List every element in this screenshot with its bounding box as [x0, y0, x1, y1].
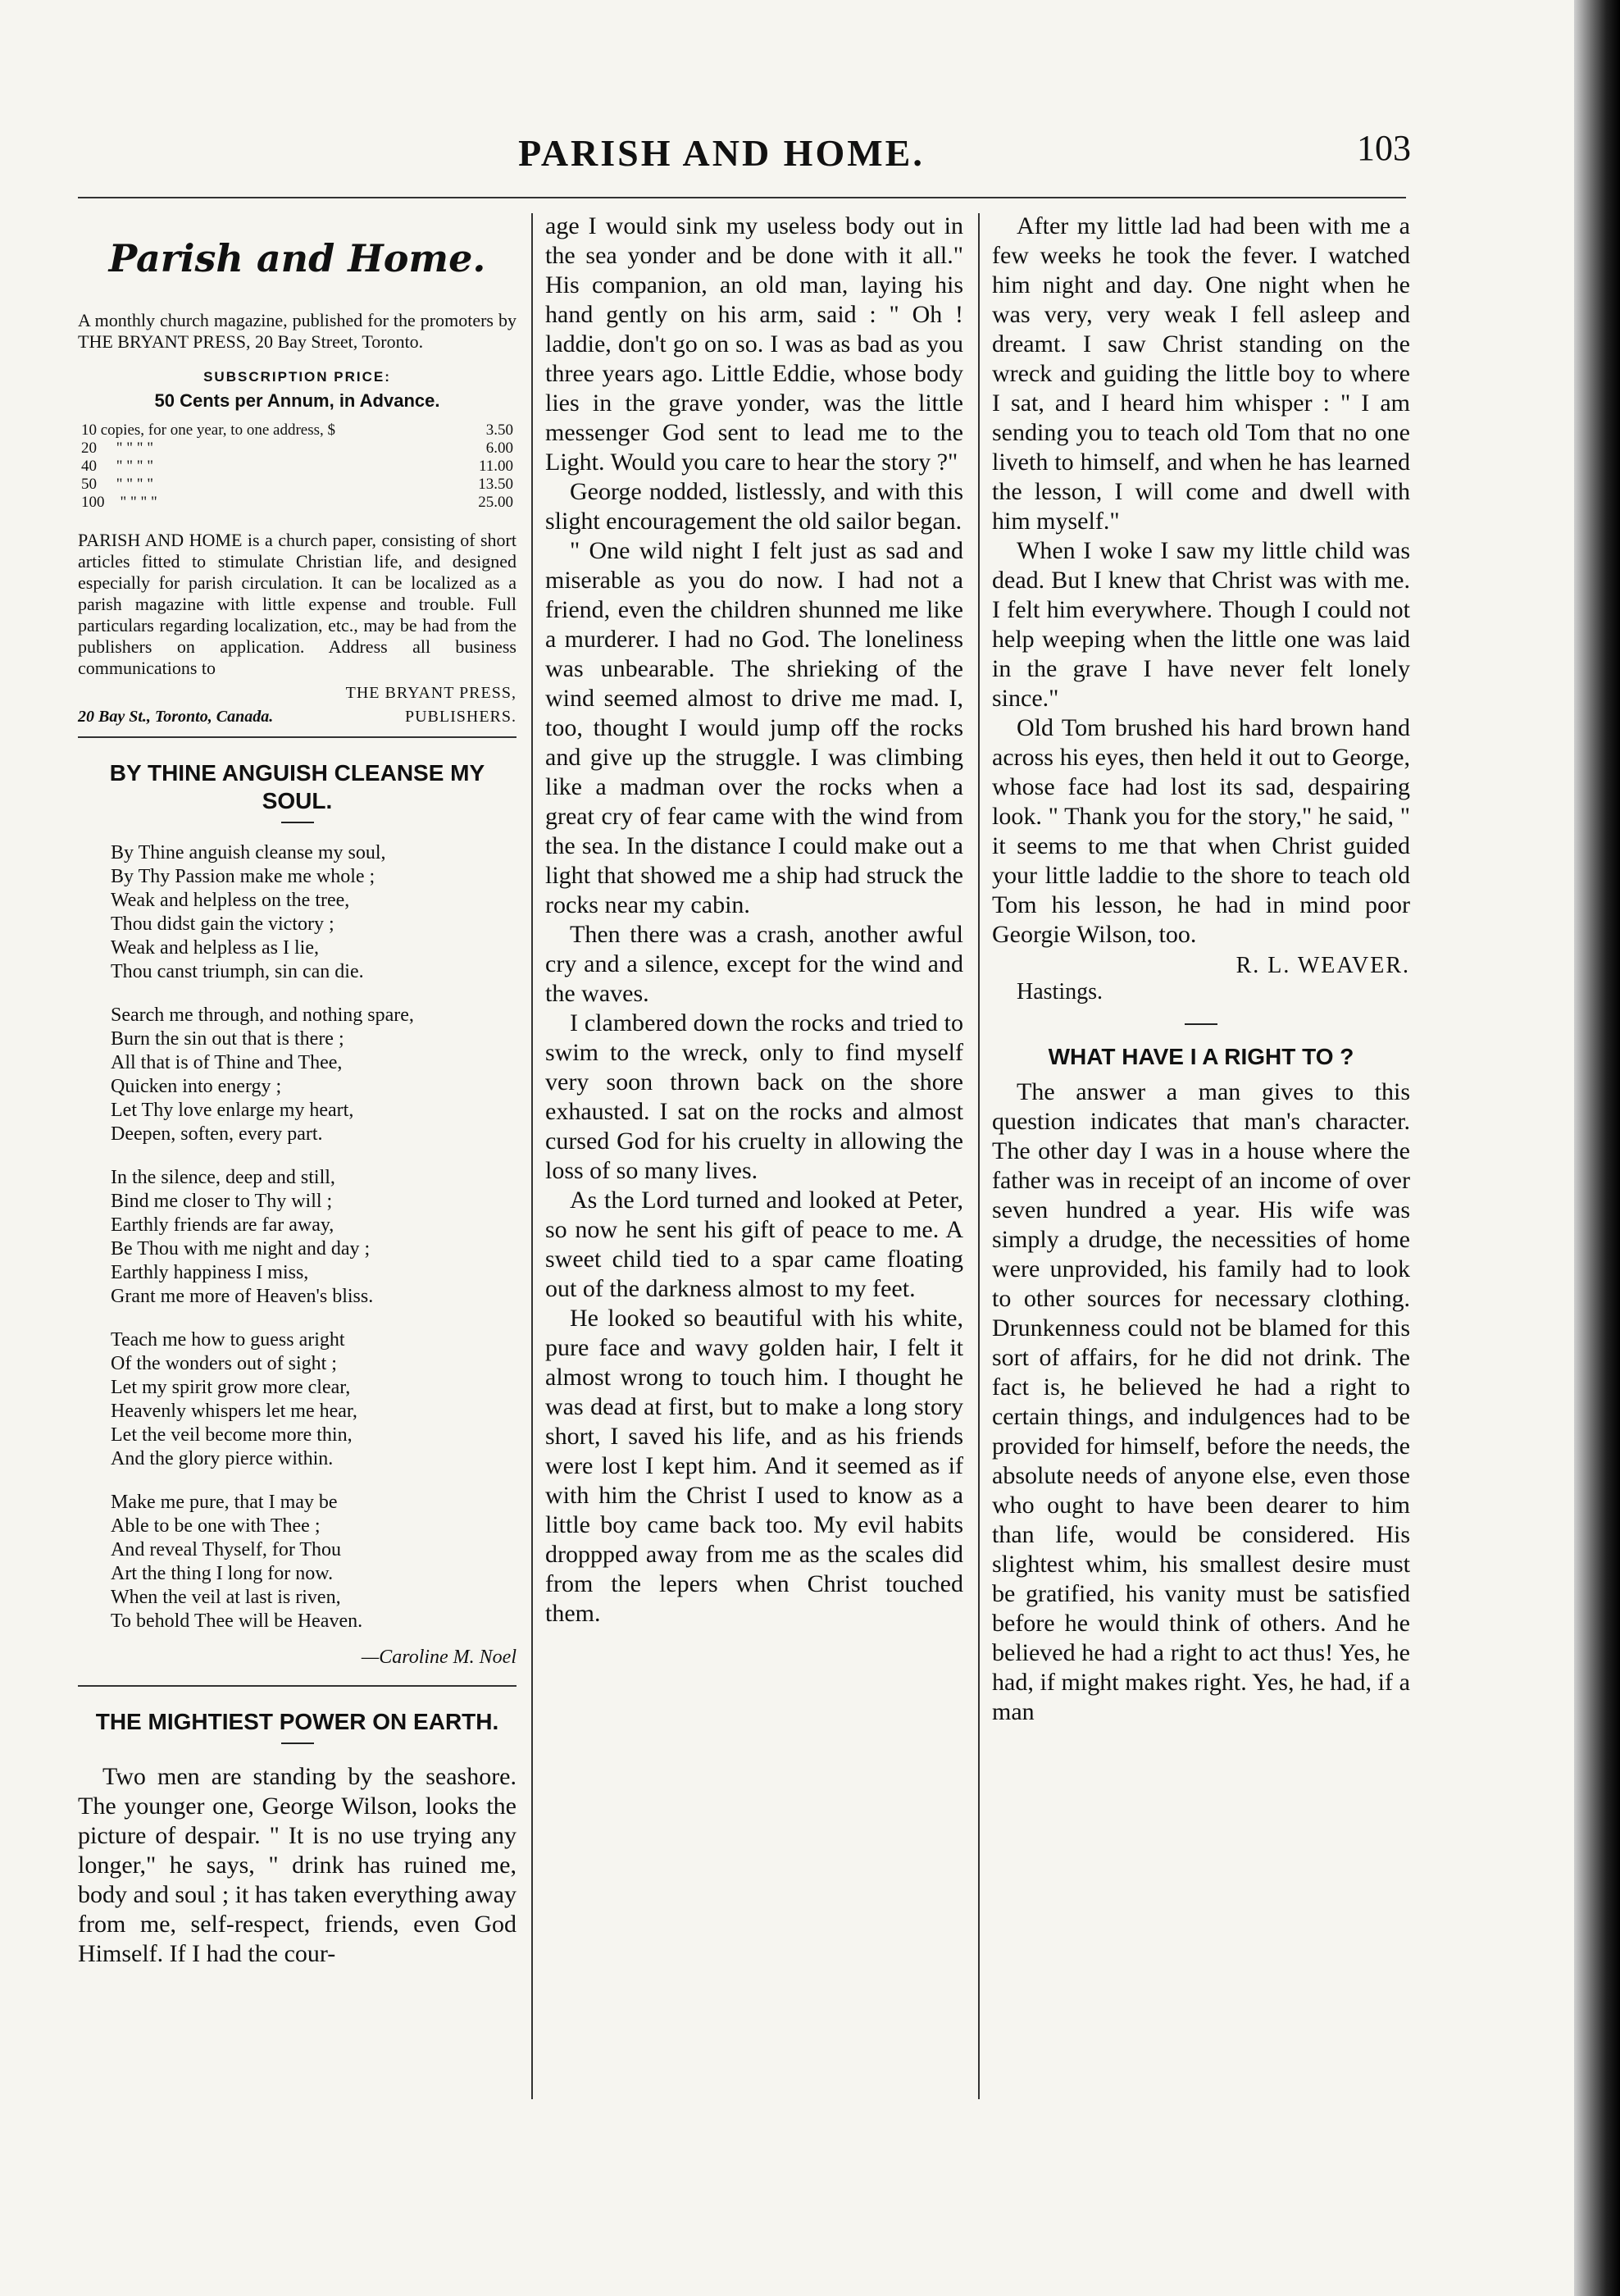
story-paragraph: He looked so beautiful with his white, pure face and wavy golden hair, I felt it almost wrong to touch him. I thought he was dead at first, but to make a long story short, I saved his life, and as his friends were lost I kept him. And it seemed as if with him the Christ I used to know as a little boy came back too. My evil habits droppped away from me as the scales did from the lepers when Christ touched them.: [545, 1305, 963, 1627]
publisher-label: PUBLISHERS.: [404, 708, 516, 726]
rate-amount: 11.00: [478, 458, 513, 475]
poem-line: Grant me more of Heaven's bliss.: [111, 1286, 374, 1307]
column-2: [545, 212, 963, 1629]
story-paragraph: As the Lord turned and looked at Peter, so now he sent his gift of peace to me. A sweet child tied to a spar came floating out of the darkness almost to my feet.: [545, 1187, 963, 1302]
poem-line: Able to be one with Thee ;: [111, 1515, 321, 1537]
poem-line: Earthly friends are far away,: [111, 1214, 334, 1236]
story-paragraph: Two men are standing by the seashore. The younger one, George Wilson, looks the picture of despair. " It is no use trying any longer," he says, " drink has ruined me, body and soul ; it has taken everything away from me, self-respect, friends, even God Himself. If I had the cour-: [78, 1763, 516, 1967]
story-title: THE MIGHTIEST POWER ON EARTH.: [95, 1709, 499, 1734]
essay-title: WHAT HAVE I A RIGHT TO ?: [1048, 1044, 1354, 1069]
rates-table: [78, 421, 516, 512]
poem-line: Weak and helpless as I lie,: [111, 937, 319, 959]
poem-line: By Thine anguish cleanse my soul,: [111, 842, 386, 863]
rate-qty: 10 copies, for one year, to one address, $: [81, 421, 336, 439]
poem-line: Quicken into energy ;: [111, 1076, 282, 1097]
poem-line: Search me through, and nothing spare,: [111, 1004, 414, 1026]
rate-row: [78, 421, 516, 440]
poem-line: Art the thing I long for now.: [111, 1563, 334, 1584]
poem-body: [78, 841, 516, 1633]
poem-stanza: [111, 1166, 516, 1309]
poem-line: Bind me closer to Thy will ;: [111, 1191, 333, 1212]
poem-title: BY THINE ANGUISH CLEANSE MY SOUL.: [109, 760, 485, 813]
story-paragraph: Old Tom brushed his hard brown hand across his eyes, then held it out to George, whose face had lost its sad, despairing look. " Thank you for the story," he said, " it seems to me that when Christ guided your little laddie to the shore to teach old Tom his lesson, he had in mind poor Georgie Wilson, too.: [992, 714, 1410, 948]
poem-line: Teach me how to guess aright: [111, 1329, 345, 1351]
poem-stanza: [111, 1328, 516, 1471]
publisher-address: 20 Bay St., Toronto, Canada.: [78, 708, 274, 726]
poem-line: Make me pure, that I may be: [111, 1492, 338, 1513]
column-rule-2: [978, 213, 980, 2099]
rate-qty: 40: [81, 458, 97, 475]
column-1: [78, 212, 516, 1969]
poem-line: In the silence, deep and still,: [111, 1167, 335, 1188]
poem-line: Earthly happiness I miss,: [111, 1262, 309, 1283]
story-paragraph: Then there was a crash, another awful cry and a silence, except for the wind and the waves.: [545, 921, 963, 1007]
poem-stanza: [111, 841, 516, 984]
masthead-title: Parish and Home.: [108, 236, 486, 280]
publisher-name: THE BRYANT PRESS,: [345, 684, 516, 702]
rate-amount: 13.50: [478, 476, 513, 493]
rate-row: [78, 440, 516, 458]
ditto-marks: " " " ": [116, 476, 154, 493]
subscription-price: 50 Cents per Annum, in Advance.: [154, 390, 440, 411]
poem-line: Thou canst triumph, sin can die.: [111, 961, 364, 982]
poem-stanza: [111, 1004, 516, 1146]
masthead-rule: [78, 736, 516, 738]
rate-qty: 50: [81, 476, 97, 493]
rate-qty: 100: [81, 494, 105, 511]
poem-line: And the glory pierce within.: [111, 1448, 334, 1469]
poem-line: Thou didst gain the victory ;: [111, 913, 334, 935]
poem-line: Of the wonders out of sight ;: [111, 1353, 337, 1374]
poem-line: Be Thou with me night and day ;: [111, 1238, 371, 1260]
rate-amount: 3.50: [485, 421, 513, 439]
column-rule-1: [531, 213, 533, 2099]
poem-line: Deepen, soften, every part.: [111, 1123, 323, 1145]
essay-paragraph: The answer a man gives to this question indicates that man's character. The other day I was in a house where the father was in receipt of an income of over seven hundred a year. His wife was simply a drudge, the necessities of home were unprovided, his family had to look to other sources for necessary clothing. Drunkenness could not be blamed for this sort of affairs, for he did not drink. The fact is, he believed he had a right to certain things, and indulgences had to be provided for himself, before the needs, the absolute needs of anyone else, even those who ought to have been dearer to him than life, would be considered. His slightest whim, his smallest desire must be gratified, his vanity must be satisfied before he would think of others. And he believed he had a right to act thus! Yes, he had, if might makes right. Yes, he had, if a man: [992, 1078, 1410, 1725]
poem-author: —Caroline M. Noel: [361, 1647, 516, 1668]
rate-qty: 20: [81, 440, 97, 457]
rate-amount: 6.00: [485, 440, 513, 457]
story-signature: R. L. WEAVER.: [1235, 953, 1410, 978]
poem-rule: [78, 1685, 516, 1687]
running-title: PARISH AND HOME.: [518, 132, 925, 174]
ditto-marks: " " " ": [116, 440, 154, 457]
rate-row: [78, 476, 516, 494]
book-spine-edge: [1574, 0, 1620, 2296]
column-3: [992, 212, 1410, 1727]
story-paragraph: George nodded, listlessly, and with this slight encouragement the old sailor began.: [545, 478, 963, 535]
poem-line: Weak and helpless on the tree,: [111, 890, 350, 911]
subscription-label: SUBSCRIPTION PRICE:: [203, 369, 391, 385]
ditto-marks: " " " ": [120, 494, 157, 511]
story-paragraph: " One wild night I felt just as sad and miserable as you do now. I had not a friend, even the children shunned me like a murderer. I had no God. The loneliness was unbearable. The shrieking of the wind seemed almost to drive me mad. I, too, thought I would jump off the rocks and give up the struggle. I was climbing like a madman over the rocks when a great cry of fear came with the wind from the sea. In the distance I could make out a light that showed me a ship had struck the rocks near my cabin.: [545, 537, 963, 918]
title-dash: [281, 822, 314, 823]
story-paragraph: age I would sink my useless body out in the sea yonder and be done with it all." His companion, an old man, laying his hand gently on his arm, said : " Oh ! laddie, don't go on so. I was as bad as you three years ago. Little Eddie, whose body lies in the grave yonder, was the little messenger God sent to lead me to the Light. Would you care to hear the story ?": [545, 212, 963, 476]
page-number: 103: [1357, 128, 1411, 168]
header-rule: [78, 197, 1406, 198]
poem-line: Heavenly whispers let me hear,: [111, 1401, 357, 1422]
poem-line: By Thy Passion make me whole ;: [111, 866, 375, 887]
masthead-intro: A monthly church magazine, published for the promoters by THE BRYANT PRESS, 20 Bay Street, Toronto.: [78, 310, 516, 352]
title-dash: [281, 1742, 314, 1744]
poem-line: Let Thy love enlarge my heart,: [111, 1100, 354, 1121]
rate-amount: 25.00: [478, 494, 513, 511]
poem-line: Burn the sin out that is there ;: [111, 1028, 344, 1050]
masthead-description: PARISH AND HOME is a church paper, consisting of short articles fitted to stimulate Christian life, and designed especially for parish circulation. It can be localized as a parish magazine with little expense and trouble. Full particulars regarding localization, etc., may be had from the publishers on application. Address all business communications to: [78, 530, 516, 678]
story-paragraph: When I woke I saw my little child was dead. But I knew that Christ was with me. I felt him everywhere. Though I could not help weeping when the little one was laid in the grave I have never felt lonely since.": [992, 537, 1410, 712]
poem-line: Let the veil become more thin,: [111, 1424, 353, 1446]
rate-row: [78, 458, 516, 476]
poem-line: And reveal Thyself, for Thou: [111, 1539, 342, 1560]
story-paragraph: After my little lad had been with me a few weeks he took the fever. I watched him night and day. One night when he was very, very weak I fell asleep and dreamt. I saw Christ standing on the wreck and guiding the little boy to where I sat, and I heard him whisper : " I am sending you to teach old Tom that no one liveth to himself, and when he has learned the lesson, I will come and dwell with him myself.": [992, 212, 1410, 535]
rate-row: [78, 494, 516, 512]
poem-line: To behold Thee will be Heaven.: [111, 1610, 363, 1632]
section-dash: [1185, 1023, 1217, 1025]
story-paragraph: I clambered down the rocks and tried to swim to the wreck, only to find myself very soon thrown back on the shore exhausted. I sat on the rocks and almost cursed God for his cruelty in allowing the loss of so many lives.: [545, 1009, 963, 1184]
ditto-marks: " " " ": [116, 458, 154, 475]
poem-line: Let my spirit grow more clear,: [111, 1377, 351, 1398]
poem-stanza: [111, 1491, 516, 1633]
poem-line: When the veil at last is riven,: [111, 1587, 341, 1608]
poem-line: All that is of Thine and Thee,: [111, 1052, 343, 1073]
publisher-line: [78, 708, 516, 727]
story-place: Hastings.: [1017, 979, 1103, 1004]
